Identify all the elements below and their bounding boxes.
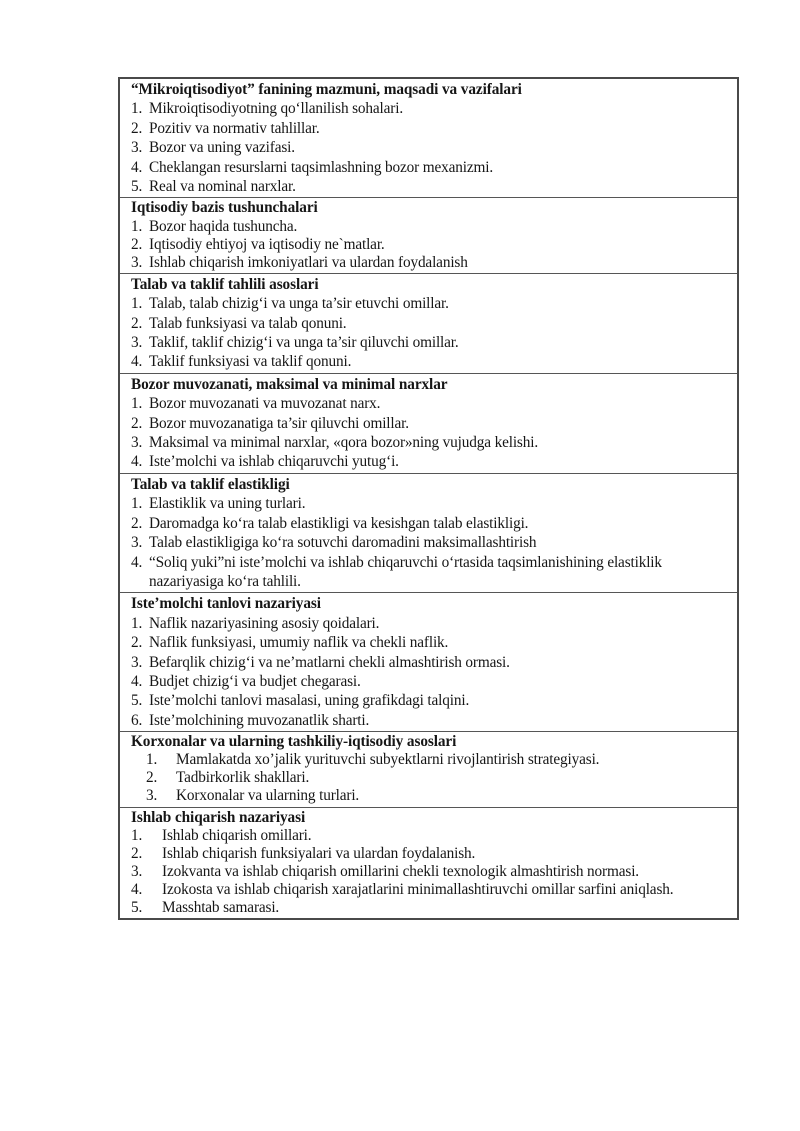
item-text: Bozor muvozanati va muvozanat narx. (149, 395, 381, 413)
item-text: Mikroiqtisodiyotning qo‘llanilish sohalari. (149, 100, 404, 118)
item-text: Izokosta va ishlab chiqarish xarajatlarini minimallashtiruvchi omillar sarfini aniqlash. (162, 880, 674, 898)
item-text: Iste’molchi tanlovi masalasi, uning grafikdagi talqini. (149, 692, 470, 710)
section-title: Iste’molchi tanlovi nazariyasi (131, 595, 321, 613)
list-item (131, 751, 729, 769)
list-item (131, 787, 729, 805)
item-number: 2. (146, 769, 158, 787)
item-number: 3. (131, 534, 143, 552)
list-item (131, 711, 729, 730)
list-item (131, 99, 729, 118)
item-text: Iste’molchi va ishlab chiqaruvchi yutug‘i. (149, 453, 399, 471)
item-text: Ishlab chiqarish funksiyalari va ulardan foydalanish. (162, 844, 476, 862)
list-item (131, 352, 729, 371)
list-item (131, 691, 729, 710)
item-text: Iste’molchining muvozanatlik sharti. (149, 711, 370, 729)
item-number: 2. (131, 844, 143, 862)
item-text: Pozitiv va normativ tahlillar. (149, 119, 320, 137)
item-number: 4. (131, 158, 143, 176)
item-text: “Soliq yuki”ni iste’molchi va ishlab chiqaruvchi o‘rtasida taqsimlanishining elastiklik nazariyasiga ko‘ra tahlili. (149, 553, 662, 590)
table-section (120, 373, 737, 473)
list-item (131, 672, 729, 691)
item-number: 5. (131, 692, 143, 710)
item-number: 2. (131, 314, 143, 332)
list-item (131, 119, 729, 138)
item-text: Talab elastikligiga ko‘ra sotuvchi daromadini maksimallashtirish (149, 534, 537, 552)
section-title: Ishlab chiqarish nazariyasi (131, 808, 306, 826)
item-text: Taklif funksiyasi va taklif qonuni. (149, 353, 352, 371)
item-text: Izokvanta va ishlab chiqarish omillarini chekli texnologik almashtirish normasi. (162, 862, 639, 880)
item-number: 1. (131, 614, 143, 632)
item-text: Ishlab chiqarish omillari. (162, 826, 312, 844)
list-item (131, 314, 729, 333)
list-item (131, 452, 729, 471)
item-number: 4. (131, 453, 143, 471)
item-text: Daromadga ko‘ra talab elastikligi va kesishgan talab elastikligi. (149, 514, 529, 532)
item-text: Bozor muvozanatiga ta’sir qiluvchi omillar. (149, 414, 409, 432)
list-item (131, 533, 729, 552)
list-item (131, 845, 729, 863)
list-item (131, 433, 729, 452)
item-text: Cheklangan resurslarni taqsimlashning bozor mexanizmi. (149, 158, 494, 176)
list-item (131, 827, 729, 845)
list-item (131, 254, 729, 272)
item-number: 1. (131, 395, 143, 413)
item-text: Befarqlik chizig‘i va ne’matlarni chekli almashtirish ormasi. (149, 653, 510, 671)
list-item (131, 218, 729, 236)
item-number: 1. (146, 751, 158, 769)
item-text: Real va nominal narxlar. (149, 178, 296, 196)
item-text: Bozor va uning vazifasi. (149, 139, 295, 157)
list-item (131, 333, 729, 352)
item-text: Iqtisodiy ehtiyoj va iqtisodiy ne`matlar. (149, 235, 385, 253)
item-text: Talab funksiyasi va talab qonuni. (149, 314, 347, 332)
section-title: Talab va taklif elastikligi (131, 475, 290, 493)
section-title: Korxonalar va ularning tashkiliy-iqtisodiy asoslari (131, 733, 457, 751)
item-number: 3. (131, 139, 143, 157)
list-item (131, 394, 729, 413)
section-title: Bozor muvozanati, maksimal va minimal narxlar (131, 375, 448, 393)
item-number: 6. (131, 711, 143, 729)
list-item (131, 553, 729, 592)
list-item (131, 769, 729, 787)
item-text: Bozor haqida tushuncha. (149, 217, 298, 235)
item-number: 1. (131, 495, 143, 513)
list-item (131, 236, 729, 254)
item-number: 5. (131, 178, 143, 196)
list-item (131, 414, 729, 433)
item-number: 3. (146, 787, 158, 805)
item-number: 4. (131, 353, 143, 371)
item-number: 5. (131, 899, 143, 916)
item-text: Elastiklik va uning turlari. (149, 495, 306, 513)
item-text: Maksimal va minimal narxlar, «qora bozor»ning vujudga kelishi. (149, 434, 538, 452)
item-number: 3. (131, 862, 143, 880)
list-item (131, 633, 729, 652)
item-number: 1. (131, 295, 143, 313)
table-section (120, 807, 737, 919)
list-item (131, 138, 729, 157)
list-item (131, 881, 729, 899)
item-number: 2. (131, 119, 143, 137)
item-text: Tadbirkorlik shakllari. (176, 769, 310, 787)
list-item (131, 653, 729, 672)
item-number: 2. (131, 514, 143, 532)
section-title: Talab va taklif tahlili asoslari (131, 275, 319, 293)
item-text: Ishlab chiqarish imkoniyatlari va ulardan foydalanish (149, 253, 468, 271)
table-section (120, 79, 737, 197)
list-item (131, 614, 729, 633)
item-number: 2. (131, 414, 143, 432)
item-number: 3. (131, 434, 143, 452)
item-number: 4. (131, 553, 143, 571)
section-title: Iqtisodiy bazis tushunchalari (131, 199, 318, 217)
section-title: “Mikroiqtisodiyot” fanining mazmuni, maqsadi va vazifalari (131, 81, 522, 98)
item-number: 2. (131, 634, 143, 652)
item-number: 1. (131, 826, 143, 844)
item-number: 3. (131, 653, 143, 671)
item-text: Korxonalar va ularning turlari. (176, 787, 360, 805)
item-text: Budjet chizig‘i va budjet chegarasi. (149, 672, 361, 690)
item-text: Talab, talab chizig‘i va unga ta’sir etuvchi omillar. (149, 295, 449, 313)
item-number: 2. (131, 235, 143, 253)
item-number: 3. (131, 334, 143, 352)
list-item (131, 514, 729, 533)
item-text: Naflik funksiyasi, umumiy naflik va chekli naflik. (149, 634, 449, 652)
list-item (131, 863, 729, 881)
list-item (131, 177, 729, 196)
table-section (120, 197, 737, 272)
item-text: Masshtab samarasi. (162, 899, 280, 916)
list-item (131, 899, 729, 917)
item-text: Taklif, taklif chizig‘i va unga ta’sir qiluvchi omillar. (149, 334, 459, 352)
item-number: 3. (131, 253, 143, 271)
list-item (131, 158, 729, 177)
list-item (131, 294, 729, 313)
list-item (131, 494, 729, 513)
item-text: Naflik nazariyasining asosiy qoidalari. (149, 614, 380, 632)
table-section (120, 273, 737, 373)
item-number: 4. (131, 880, 143, 898)
item-number: 1. (131, 217, 143, 235)
item-text: Mamlakatda xo’jalik yurituvchi subyektlarni rivojlantirish strategiyasi. (176, 751, 600, 769)
topics-table (118, 77, 739, 920)
item-number: 4. (131, 672, 143, 690)
table-section (120, 592, 737, 731)
item-number: 1. (131, 100, 143, 118)
table-section (120, 473, 737, 592)
table-section (120, 731, 737, 806)
